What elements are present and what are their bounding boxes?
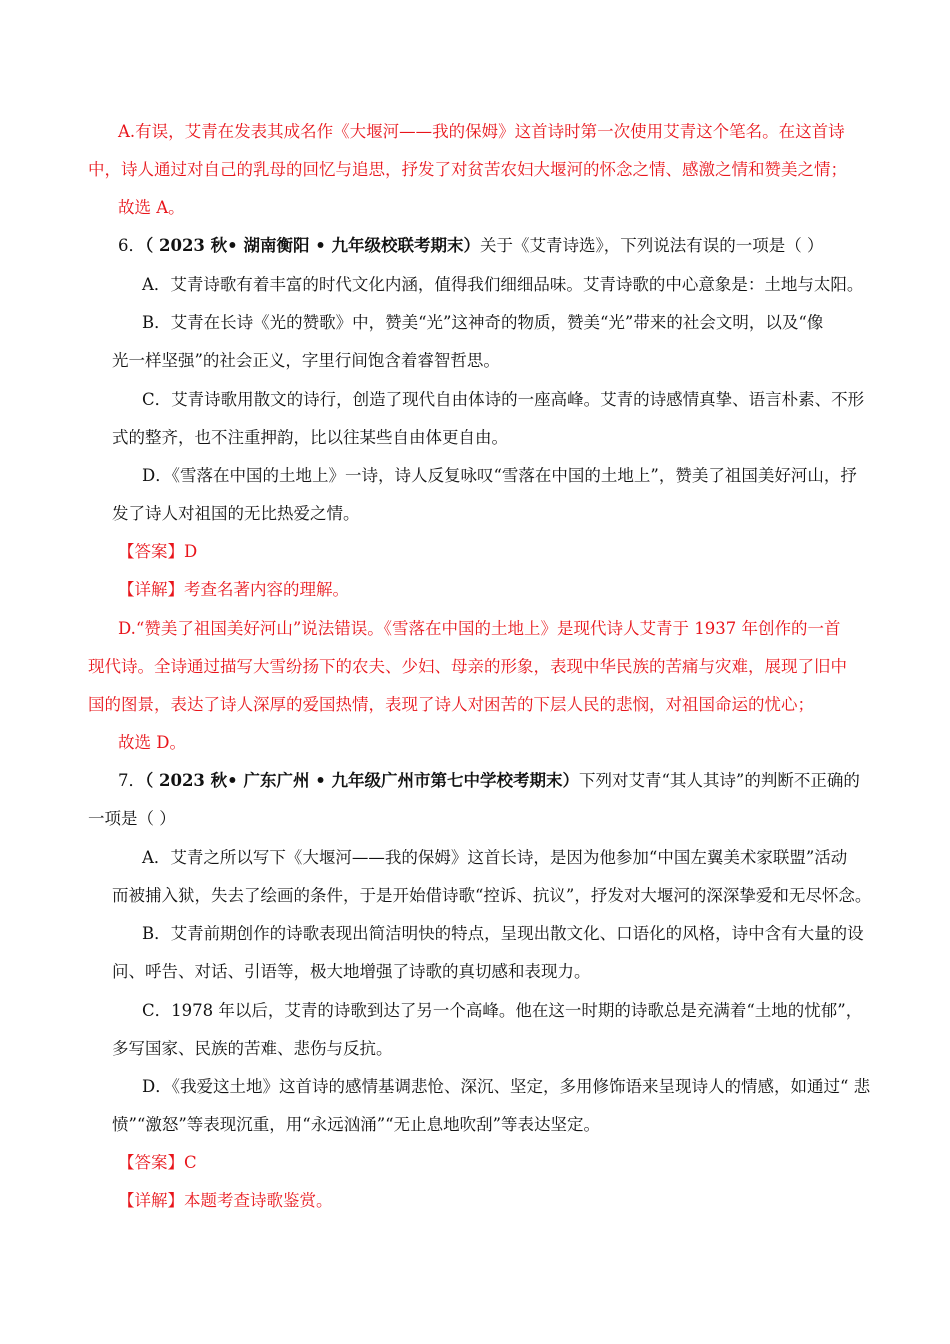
q7-option-d-line-2: 愤”“激怒”等表现沉重，用“永远汹涌”“无止息地吹刮”等表达坚定。 (112, 1115, 601, 1134)
q6-conclusion: 故选 D。 (118, 733, 186, 752)
q6-number: 6． (118, 236, 145, 255)
q6-answer (118, 540, 197, 564)
q7-option-c-line-2: 多写国家、民族的苦难、悲伤与反抗。 (112, 1039, 393, 1058)
q7-detail-tag: 【详解】 (118, 1191, 184, 1210)
q6-explanation-line-1: D.“赞美了祖国美好河山”说法错误。《雪落在中国的土地上》是现代诗人艾青于 1937 年创作的一首 (118, 619, 841, 638)
q7-detail (118, 1189, 333, 1213)
q7-stem-line-2: 一项是（ ） (88, 809, 176, 828)
q6-source: （ 2023 秋• 湖南衡阳 • 九年级校联考期末） (145, 236, 480, 255)
q7-number: 7． (118, 771, 145, 790)
q7-option-d-line-1: D．《我爱这土地》这首诗的感情基调悲怆、深沉、坚定，多用修饰语来呈现诗人的情感，如通过“ 悲 (142, 1077, 871, 1096)
q6-option-b-line-2: 光一样坚强”的社会正义，字里行间饱含着睿智哲思。 (112, 351, 500, 370)
q6-detail-text: 考查名著内容的理解。 (184, 580, 349, 599)
q6-option-d-line-1: D．《雪落在中国的土地上》一诗，诗人反复咏叹“雪落在中国的土地上”，赞美了祖国美好河山，抒 (142, 466, 857, 485)
q6-option-c-line-1: C．艾青诗歌用散文的诗行，创造了现代自由体诗的一座高峰。艾青的诗感情真挚、语言朴素、不形 (142, 390, 865, 409)
q7-answer-value: C (184, 1153, 197, 1172)
q6-stem (118, 234, 824, 258)
q6-option-c-line-2: 式的整齐，也不注重押韵，比以往某些自由体更自由。 (112, 428, 508, 447)
q7-detail-text: 本题考查诗歌鉴赏。 (184, 1191, 333, 1210)
q6-answer-value: D (184, 542, 198, 561)
q7-option-a-line-1: A．艾青之所以写下《大堰河——我的保姆》这首长诗，是因为他参加“中国左翼美术家联盟”活动 (142, 848, 848, 867)
prev-explanation-line-1: A.有误，艾青在发表其成名作《大堰河——我的保姆》这首诗时第一次使用艾青这个笔名。在这首诗 (118, 122, 845, 141)
q7-source: （ 2023 秋• 广东广州 • 九年级广州市第七中学校考期末） (145, 771, 579, 790)
q6-explanation-line-2: 现代诗。全诗通过描写大雪纷扬下的农夫、少妇、母亲的形象，表现中华民族的苦痛与灾难，展现了旧中 (88, 657, 847, 676)
prev-conclusion: 故选 A。 (118, 198, 185, 217)
q7-answer-tag: 【答案】 (118, 1153, 184, 1172)
q6-option-d-line-2: 发了诗人对祖国的无比热爱之情。 (112, 504, 360, 523)
q6-detail (118, 578, 349, 602)
prev-explanation-line-2: 中，诗人通过对自己的乳母的回忆与追思，抒发了对贫苦农妇大堰河的怀念之情、感激之情和赞美之情； (88, 160, 847, 179)
q7-stem-text: 下列对艾青“其人其诗”的判断不正确的 (579, 771, 860, 790)
q6-answer-tag: 【答案】 (118, 542, 184, 561)
q6-detail-tag: 【详解】 (118, 580, 184, 599)
q7-option-b-line-1: B．艾青前期创作的诗歌表现出简洁明快的特点，呈现出散文化、口语化的风格，诗中含有大量的设 (142, 924, 864, 943)
q6-option-a: A．艾青诗歌有着丰富的时代文化内涵，值得我们细细品味。艾青诗歌的中心意象是：土地与太阳。 (142, 275, 864, 294)
q7-stem-line-1 (118, 769, 860, 793)
q6-option-b-line-1: B．艾青在长诗《光的赞歌》中，赞美“光”这神奇的物质，赞美“光”带来的社会文明，以及“像 (142, 313, 824, 332)
q7-option-c-line-1: C．1978 年以后，艾青的诗歌到达了另一个高峰。他在这一时期的诗歌总是充满着“土地的忧郁”， (142, 1001, 863, 1020)
q6-explanation-line-3: 国的图景，表达了诗人深厚的爱国热情，表现了诗人对困苦的下层人民的悲悯，对祖国命运的忧心； (88, 695, 814, 714)
q7-option-b-line-2: 问、呼告、对话、引语等，极大地增强了诗歌的真切感和表现力。 (112, 962, 591, 981)
q6-stem-text: 关于《艾青诗选》，下列说法有误的一项是（ ） (480, 236, 824, 255)
q7-answer (118, 1151, 197, 1175)
q7-option-a-line-2: 而被捕入狱，失去了绘画的条件，于是开始借诗歌“控诉、抗议”，抒发对大堰河的深深挚爱和无尽怀念。 (112, 886, 872, 905)
